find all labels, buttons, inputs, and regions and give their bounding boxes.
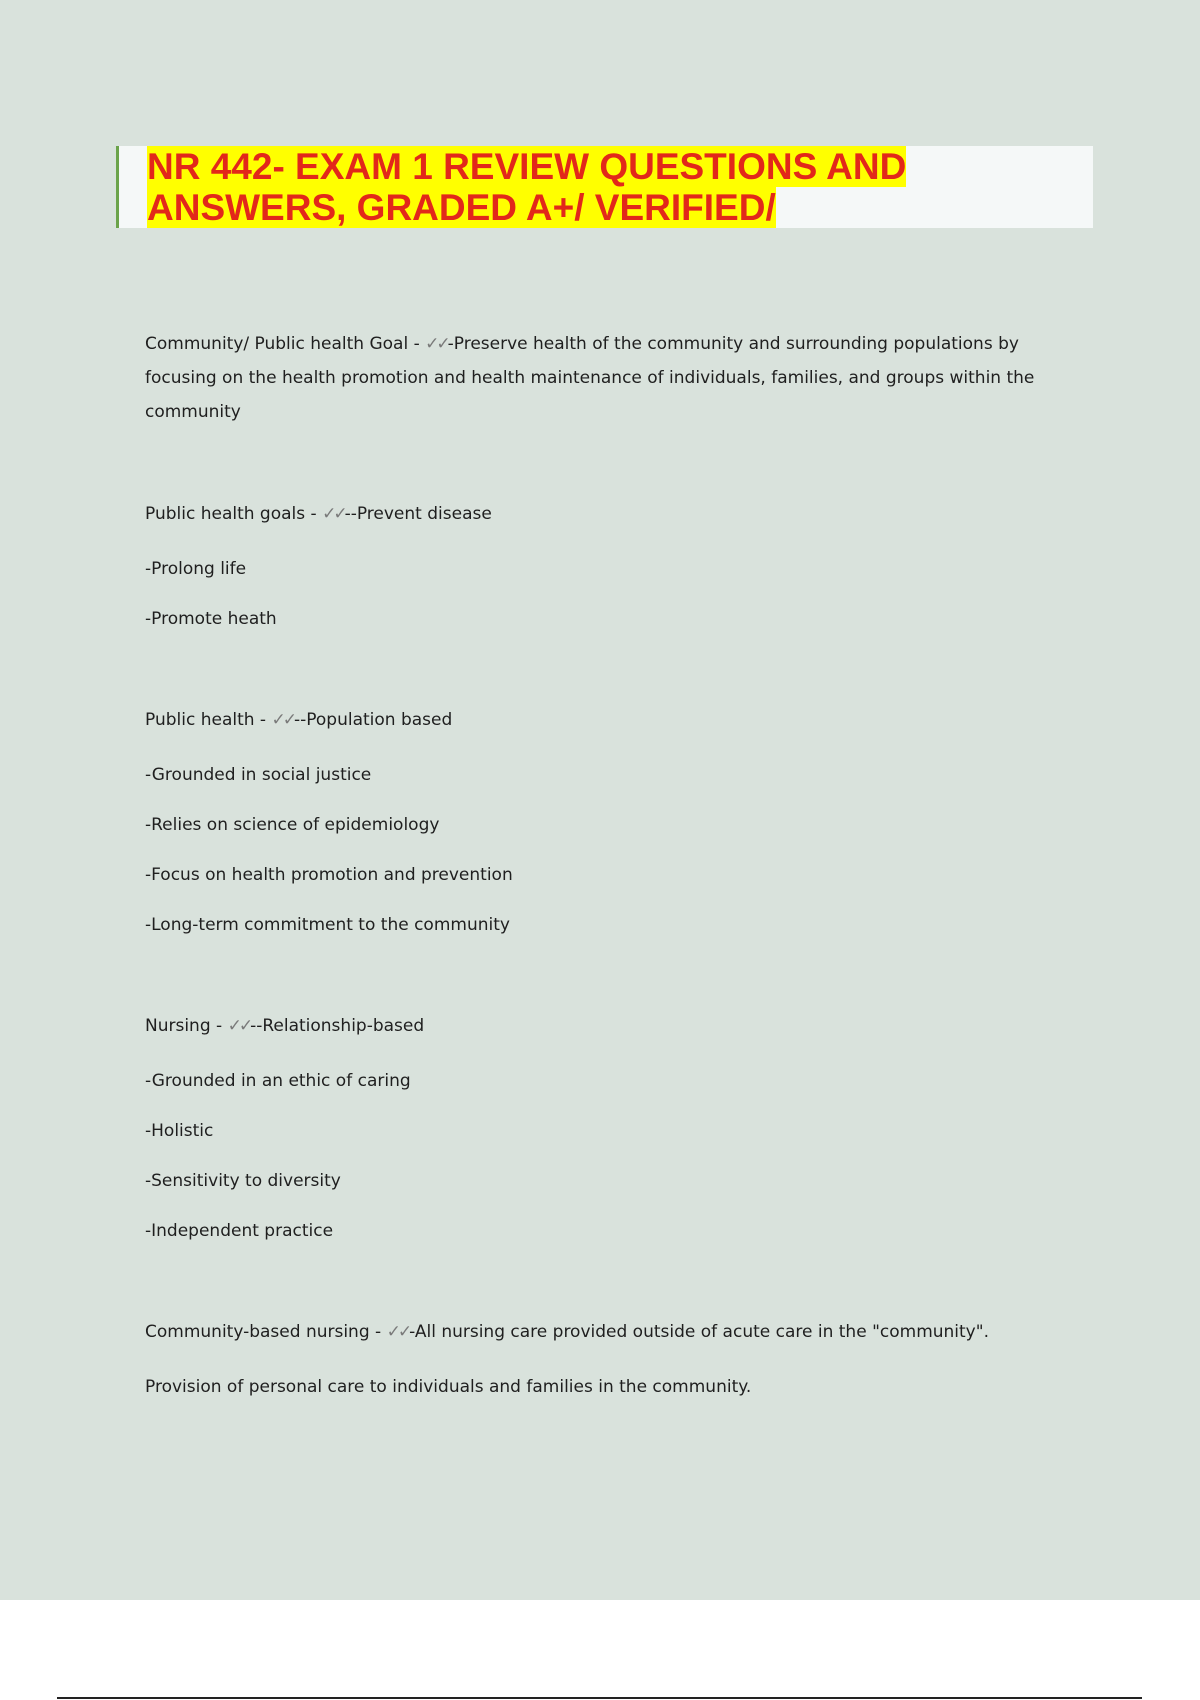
list-item: -Holistic (145, 1121, 214, 1141)
qa-entry-public-health-goals (145, 497, 1075, 631)
list-item: -Independent practice (145, 1221, 334, 1241)
list-item: -Sensitivity to diversity (145, 1171, 341, 1191)
entry-term: Community-based nursing - (145, 1322, 387, 1342)
double-check-icon: ✓✓ (271, 710, 294, 730)
qa-entry-public-health (145, 703, 1075, 937)
qa-entry-nursing (145, 1009, 1075, 1243)
double-check-icon: ✓✓ (425, 334, 448, 354)
list-item: Provision of personal care to individuals and families in the community. (145, 1377, 752, 1397)
page-title (147, 146, 947, 228)
entry-term: Nursing - (145, 1016, 228, 1036)
qa-entry-community-goal (145, 327, 1075, 429)
double-check-icon: ✓✓ (227, 1016, 251, 1036)
list-item: -Relies on science of epidemiology (145, 815, 440, 835)
footer-divider (57, 1697, 1142, 1699)
list-item: -Prolong life (145, 559, 247, 579)
list-item: -Grounded in social justice (145, 765, 372, 785)
entry-answer: -All nursing care provided outside of acute care in the "community". (409, 1322, 989, 1342)
title-line-2: ANSWERS, GRADED A+/ VERIFIED/ (147, 187, 776, 228)
list-item: -Focus on health promotion and prevention (145, 865, 513, 885)
list-item: -Promote heath (145, 609, 277, 629)
qa-entry-community-based-nursing (145, 1315, 1075, 1399)
entry-answer: --Prevent disease (344, 504, 492, 524)
double-check-icon: ✓✓ (386, 1322, 410, 1342)
entry-term: Public health - (145, 710, 272, 730)
double-check-icon: ✓✓ (322, 504, 345, 524)
list-item: -Long-term commitment to the community (145, 915, 510, 935)
entry-answer: --Relationship-based (250, 1016, 425, 1036)
entry-term: Public health goals - (145, 504, 323, 524)
entry-term: Community/ Public health Goal - (145, 334, 426, 354)
entry-answer: -Preserve health of the community and surrounding populations by focusing on the health promotion and health maintenance of individuals, families, and groups within the community (145, 334, 1035, 422)
list-item: -Grounded in an ethic of caring (145, 1071, 411, 1091)
title-line-1: NR 442- EXAM 1 REVIEW QUESTIONS AND (147, 146, 907, 187)
entry-answer: --Population based (293, 710, 453, 730)
title-block (116, 146, 1093, 228)
qa-content (145, 327, 1075, 1399)
